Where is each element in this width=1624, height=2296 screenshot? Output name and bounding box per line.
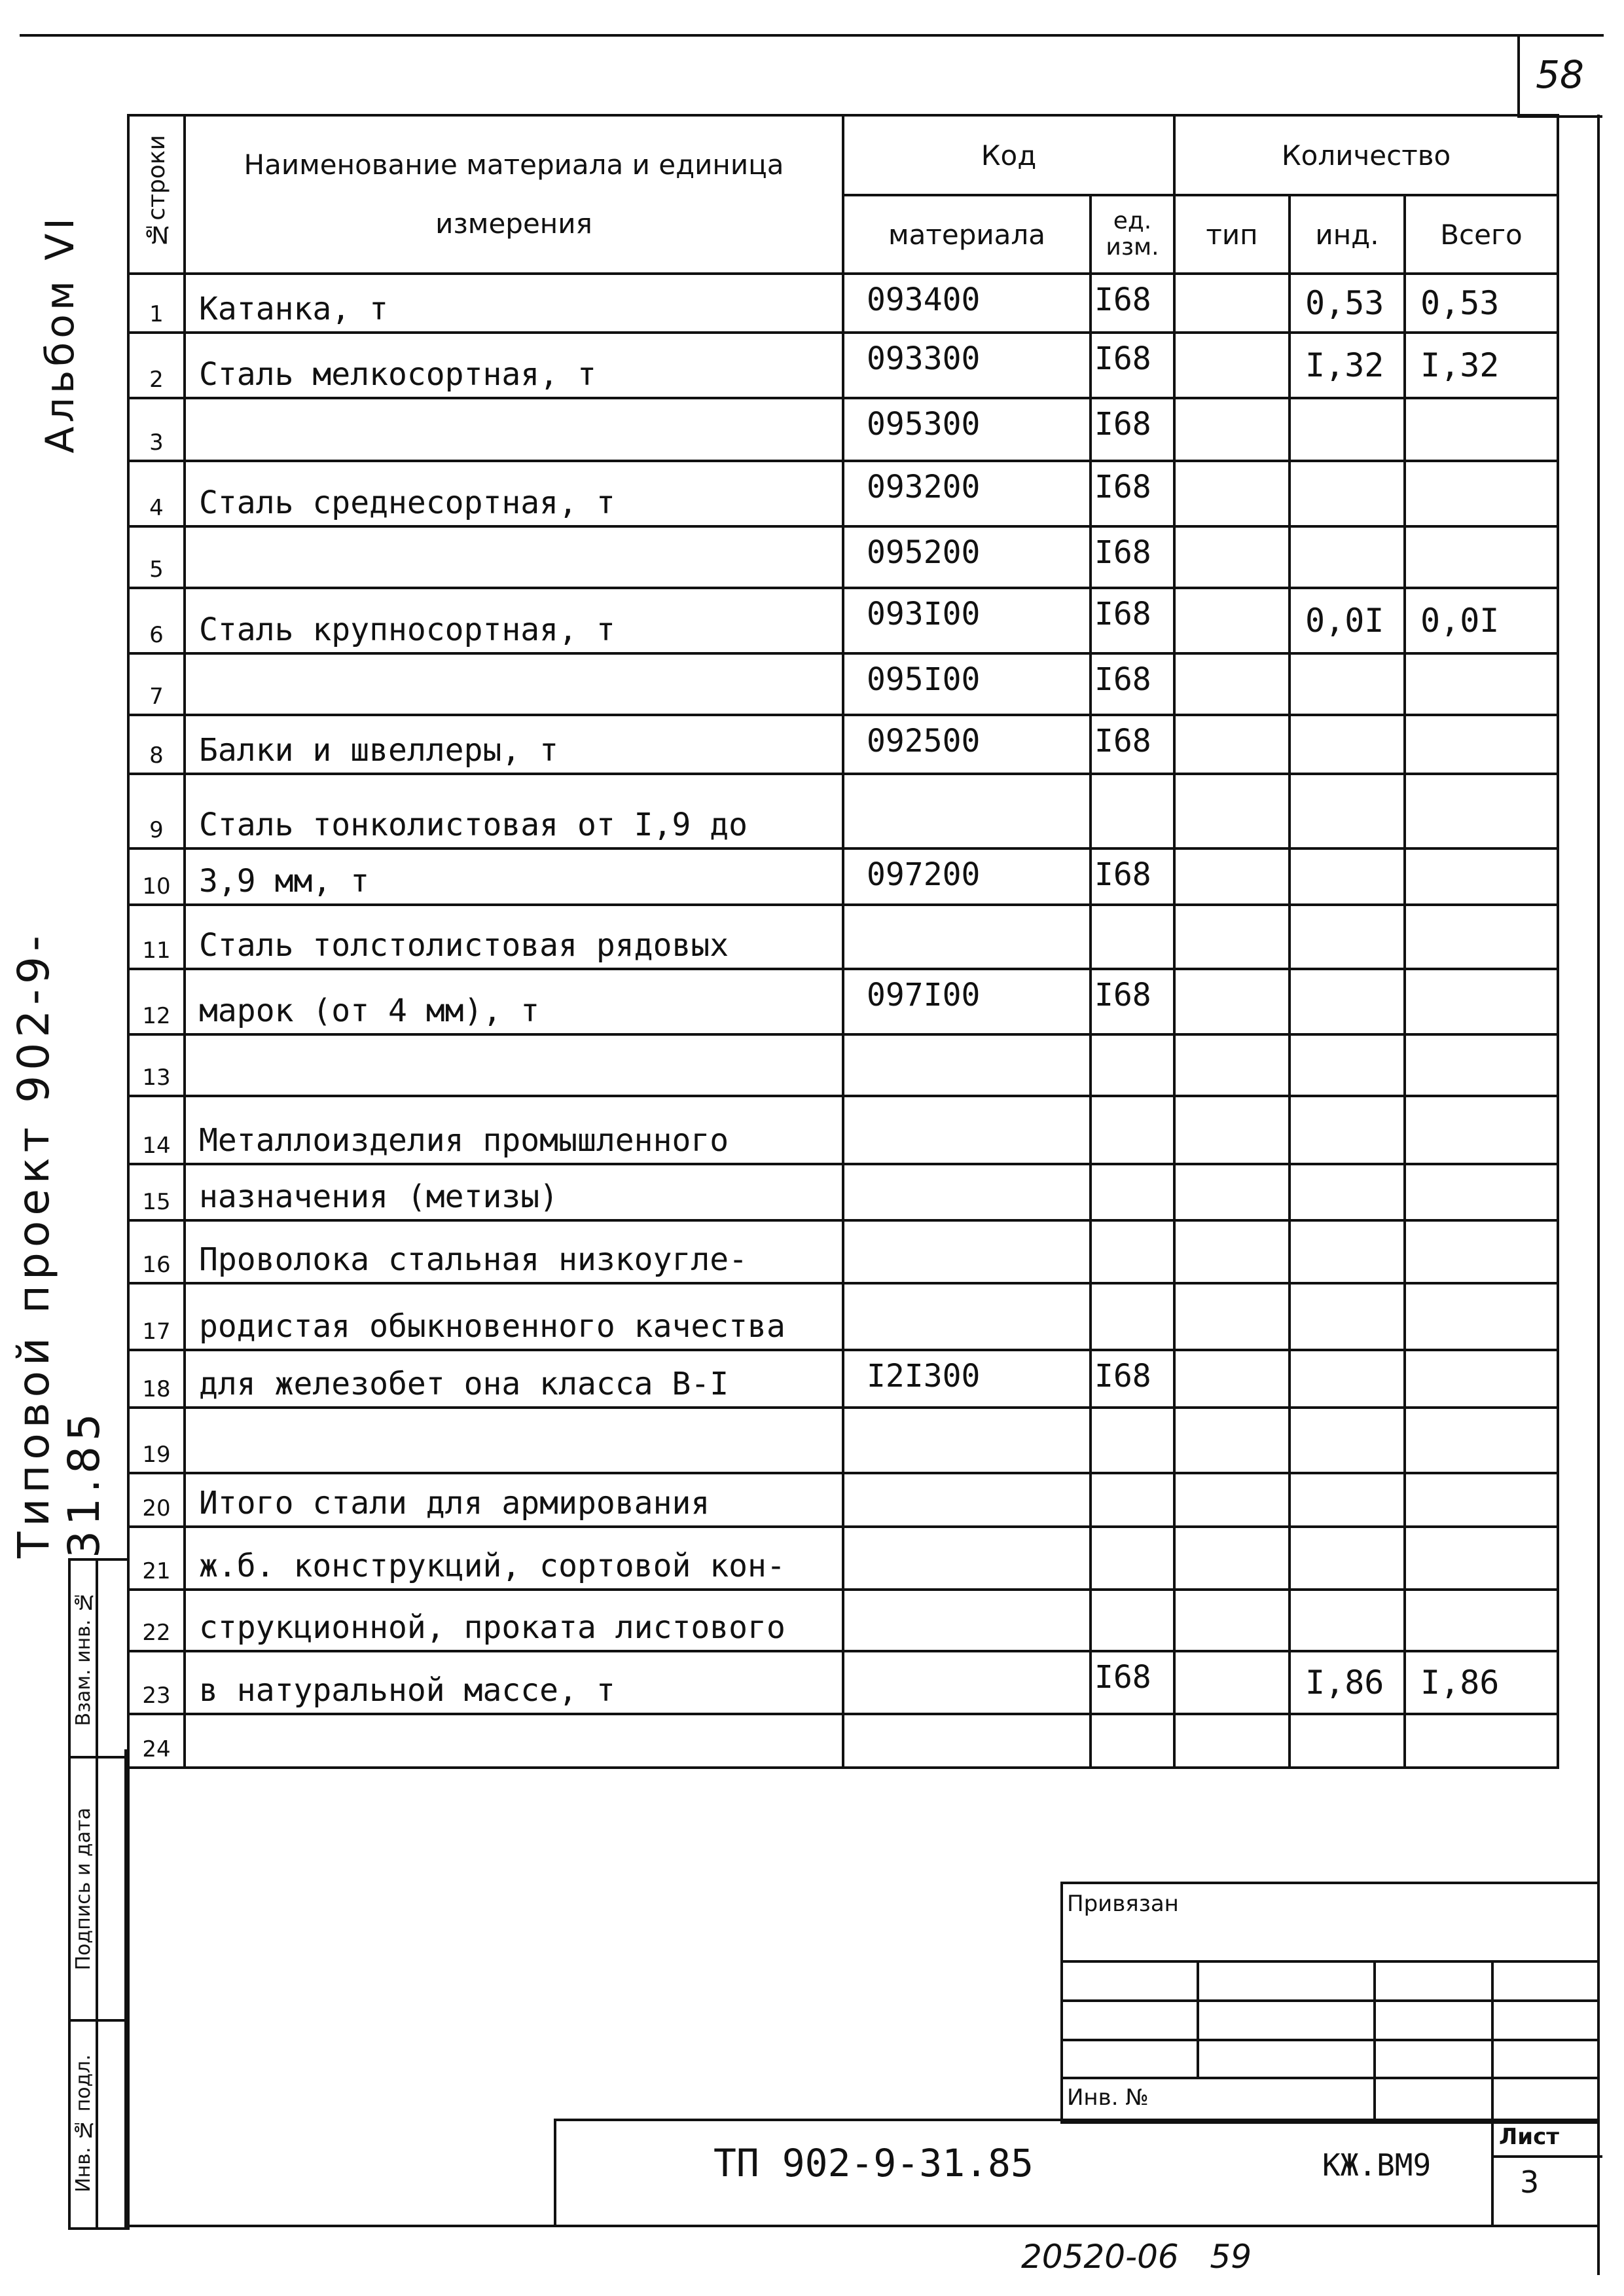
- unit-code-cell: I68: [1091, 588, 1174, 653]
- qty-type-cell: [1174, 1164, 1290, 1220]
- material-code-cell: [843, 905, 1091, 969]
- material-code-cell: 095300: [843, 398, 1091, 461]
- row-number-cell: 2: [128, 333, 185, 398]
- qty-ind-cell: [1290, 1164, 1405, 1220]
- table-row: [128, 398, 1558, 461]
- qty-type-cell: [1174, 1350, 1290, 1408]
- qty-type-cell: [1174, 1220, 1290, 1283]
- designation: ТП 902-9-31.85: [713, 2141, 1034, 2185]
- table-row: [128, 1096, 1558, 1164]
- table-row: [128, 1164, 1558, 1220]
- material-code-cell: 097I00: [843, 969, 1091, 1034]
- material-code-cell: 092500: [843, 715, 1091, 774]
- material-name-cell: [185, 1408, 843, 1473]
- qty-ind-cell: 0,0I: [1290, 588, 1405, 653]
- qty-total-cell: [1405, 1527, 1558, 1590]
- header-code-unit: ед. изм.: [1091, 195, 1174, 274]
- table-row: [128, 1527, 1558, 1590]
- material-code-cell: I2I300: [843, 1350, 1091, 1408]
- qty-total-cell: [1405, 526, 1558, 588]
- material-name-cell: Сталь мелкосортная, т: [185, 333, 843, 398]
- qty-type-cell: [1174, 715, 1290, 774]
- footer-note: 20520-06 59: [1021, 2238, 1252, 2276]
- table-row: [128, 1473, 1558, 1527]
- table-row: [128, 526, 1558, 588]
- qty-total-cell: [1405, 1096, 1558, 1164]
- table-row: [128, 1034, 1558, 1096]
- table-row: [128, 274, 1558, 333]
- qty-type-cell: [1174, 1473, 1290, 1527]
- qty-type-cell: [1174, 1408, 1290, 1473]
- material-code-cell: [843, 1651, 1091, 1714]
- row-number-cell: 8: [128, 715, 185, 774]
- page-number: 58: [1536, 52, 1584, 97]
- material-code-cell: 097200: [843, 848, 1091, 905]
- qty-total-cell: [1405, 715, 1558, 774]
- row-number-cell: 5: [128, 526, 185, 588]
- sheet-box: [1491, 2121, 1602, 2227]
- row-number-cell: 24: [128, 1714, 185, 1768]
- header-qty-type: тип: [1174, 195, 1290, 274]
- side-text-project: Типовой проект 902-9-31.85: [9, 930, 109, 1558]
- qty-ind-cell: [1290, 1527, 1405, 1590]
- qty-ind-cell: [1290, 848, 1405, 905]
- unit-code-cell: [1091, 1527, 1174, 1590]
- material-name-cell: [185, 1034, 843, 1096]
- material-code-cell: [843, 1034, 1091, 1096]
- header-qty-ind: инд.: [1290, 195, 1405, 274]
- unit-code-cell: I68: [1091, 398, 1174, 461]
- header-row-no: №строки: [128, 115, 185, 274]
- row-number-cell: 1: [128, 274, 185, 333]
- material-code-cell: 095200: [843, 526, 1091, 588]
- table-row: [128, 848, 1558, 905]
- unit-code-cell: [1091, 1034, 1174, 1096]
- header-name: Наименование материала и единица измерения: [185, 115, 843, 274]
- material-code-cell: 093I00: [843, 588, 1091, 653]
- row-number-cell: 20: [128, 1473, 185, 1527]
- row-number-cell: 3: [128, 398, 185, 461]
- material-name-cell: Катанка, т: [185, 274, 843, 333]
- material-name-cell: [185, 653, 843, 715]
- qty-ind-cell: [1290, 969, 1405, 1034]
- qty-ind-cell: [1290, 905, 1405, 969]
- doc-code: КЖ.ВМ9: [1322, 2147, 1432, 2183]
- qty-ind-cell: [1290, 461, 1405, 526]
- material-code-cell: [843, 1473, 1091, 1527]
- row-number-cell: 9: [128, 774, 185, 848]
- row-number-cell: 11: [128, 905, 185, 969]
- qty-type-cell: [1174, 526, 1290, 588]
- qty-ind-cell: [1290, 1034, 1405, 1096]
- material-name-cell: 3,9 мм, т: [185, 848, 843, 905]
- row-number-cell: 10: [128, 848, 185, 905]
- material-name-cell: Сталь толстолистовая рядовых: [185, 905, 843, 969]
- row-number-cell: 19: [128, 1408, 185, 1473]
- qty-total-cell: [1405, 1283, 1558, 1350]
- qty-ind-cell: [1290, 1408, 1405, 1473]
- qty-ind-cell: [1290, 715, 1405, 774]
- qty-type-cell: [1174, 848, 1290, 905]
- table-body: [128, 274, 1558, 1768]
- material-code-cell: 093400: [843, 274, 1091, 333]
- qty-total-cell: [1405, 653, 1558, 715]
- qty-ind-cell: I,32: [1290, 333, 1405, 398]
- qty-type-cell: [1174, 774, 1290, 848]
- row-number-cell: 12: [128, 969, 185, 1034]
- qty-total-cell: [1405, 1408, 1558, 1473]
- header-code-group: Код: [843, 115, 1174, 195]
- material-code-cell: 093300: [843, 333, 1091, 398]
- qty-type-cell: [1174, 1527, 1290, 1590]
- qty-type-cell: [1174, 905, 1290, 969]
- stamp-vzam: Взам. инв. №: [71, 1590, 95, 1726]
- inv-no-label: Инв. №: [1067, 2085, 1149, 2111]
- material-code-cell: [843, 1164, 1091, 1220]
- material-code-cell: [843, 1283, 1091, 1350]
- unit-code-cell: I68: [1091, 848, 1174, 905]
- material-name-cell: Проволока стальная низкоугле-: [185, 1220, 843, 1283]
- table-row: [128, 1590, 1558, 1651]
- row-number-cell: 17: [128, 1283, 185, 1350]
- qty-type-cell: [1174, 274, 1290, 333]
- row-number-cell: 7: [128, 653, 185, 715]
- sheet-number: 3: [1520, 2164, 1540, 2200]
- qty-type-cell: [1174, 653, 1290, 715]
- qty-type-cell: [1174, 1096, 1290, 1164]
- unit-code-cell: [1091, 1220, 1174, 1283]
- qty-type-cell: [1174, 1590, 1290, 1651]
- qty-total-cell: [1405, 1164, 1558, 1220]
- material-name-cell: для железобет она класса В-I: [185, 1350, 843, 1408]
- stamp-inv-podl: Инв. № подл.: [71, 2054, 95, 2193]
- material-name-cell: назначения (метизы): [185, 1164, 843, 1220]
- material-name-cell: в натуральной массе, т: [185, 1651, 843, 1714]
- header-qty-total: Всего: [1405, 195, 1558, 274]
- qty-ind-cell: [1290, 774, 1405, 848]
- material-code-cell: [843, 1590, 1091, 1651]
- unit-code-cell: [1091, 774, 1174, 848]
- qty-type-cell: [1174, 1283, 1290, 1350]
- materials-table: [127, 114, 1559, 1769]
- unit-code-cell: I68: [1091, 526, 1174, 588]
- material-code-cell: [843, 774, 1091, 848]
- material-code-cell: [843, 1527, 1091, 1590]
- row-number-cell: 22: [128, 1590, 185, 1651]
- qty-ind-cell: [1290, 1220, 1405, 1283]
- table-row: [128, 1350, 1558, 1408]
- material-name-cell: марок (от 4 мм), т: [185, 969, 843, 1034]
- qty-total-cell: [1405, 1350, 1558, 1408]
- privyazan-label: Привязан: [1067, 1891, 1179, 1917]
- table-row: [128, 653, 1558, 715]
- table-row: [128, 774, 1558, 848]
- material-name-cell: струкционной, проката листового: [185, 1590, 843, 1651]
- unit-code-cell: [1091, 1590, 1174, 1651]
- table-row: [128, 969, 1558, 1034]
- material-name-cell: родистая обыкновенного качества: [185, 1283, 843, 1350]
- unit-code-cell: [1091, 1164, 1174, 1220]
- stamp-podpis: Подпись и дата: [71, 1807, 95, 1971]
- qty-ind-cell: I,86: [1290, 1651, 1405, 1714]
- unit-code-cell: [1091, 1473, 1174, 1527]
- qty-ind-cell: 0,53: [1290, 274, 1405, 333]
- material-name-cell: Итого стали для армирования: [185, 1473, 843, 1527]
- material-name-cell: ж.б. конструкций, сортовой кон-: [185, 1527, 843, 1590]
- material-code-cell: [843, 1408, 1091, 1473]
- side-text-album: Альбом VI: [37, 214, 83, 454]
- qty-ind-cell: [1290, 653, 1405, 715]
- qty-total-cell: [1405, 969, 1558, 1034]
- unit-code-cell: I68: [1091, 461, 1174, 526]
- qty-total-cell: 0,53: [1405, 274, 1558, 333]
- qty-ind-cell: [1290, 1283, 1405, 1350]
- qty-type-cell: [1174, 333, 1290, 398]
- material-name-cell: [185, 526, 843, 588]
- qty-total-cell: [1405, 1034, 1558, 1096]
- table-row: [128, 905, 1558, 969]
- unit-code-cell: I68: [1091, 333, 1174, 398]
- row-number-cell: 18: [128, 1350, 185, 1408]
- row-number-cell: 13: [128, 1034, 185, 1096]
- qty-type-cell: [1174, 969, 1290, 1034]
- table-row: [128, 333, 1558, 398]
- qty-total-cell: 0,0I: [1405, 588, 1558, 653]
- qty-ind-cell: [1290, 526, 1405, 588]
- qty-total-cell: [1405, 461, 1558, 526]
- row-number-cell: 15: [128, 1164, 185, 1220]
- qty-total-cell: [1405, 774, 1558, 848]
- material-name-cell: Сталь среднесортная, т: [185, 461, 843, 526]
- material-code-cell: 095I00: [843, 653, 1091, 715]
- unit-code-cell: I68: [1091, 274, 1174, 333]
- row-number-cell: 4: [128, 461, 185, 526]
- unit-code-cell: I68: [1091, 969, 1174, 1034]
- unit-code-cell: [1091, 1096, 1174, 1164]
- qty-type-cell: [1174, 461, 1290, 526]
- material-code-cell: 093200: [843, 461, 1091, 526]
- qty-type-cell: [1174, 1034, 1290, 1096]
- table-row: [128, 461, 1558, 526]
- row-number-cell: 21: [128, 1527, 185, 1590]
- left-stamp: [68, 1558, 130, 2230]
- title-stamp: [554, 2119, 1600, 2227]
- material-name-cell: [185, 398, 843, 461]
- qty-total-cell: [1405, 398, 1558, 461]
- material-name-cell: Балки и швеллеры, т: [185, 715, 843, 774]
- unit-code-cell: I68: [1091, 715, 1174, 774]
- unit-code-cell: [1091, 1408, 1174, 1473]
- material-code-cell: [843, 1220, 1091, 1283]
- stamp-inner-col: [96, 1561, 98, 2227]
- table-row: [128, 1220, 1558, 1283]
- qty-ind-cell: [1290, 398, 1405, 461]
- privyazan-block: [1060, 1882, 1600, 2124]
- qty-total-cell: I,32: [1405, 333, 1558, 398]
- material-name-cell: Металлоизделия промышленного: [185, 1096, 843, 1164]
- row-number-cell: 16: [128, 1220, 185, 1283]
- unit-code-cell: [1091, 1283, 1174, 1350]
- qty-total-cell: [1405, 848, 1558, 905]
- qty-total-cell: I,86: [1405, 1651, 1558, 1714]
- qty-ind-cell: [1290, 1350, 1405, 1408]
- qty-total-cell: [1405, 905, 1558, 969]
- qty-ind-cell: [1290, 1473, 1405, 1527]
- table-row: [128, 715, 1558, 774]
- sheet-label: Лист: [1499, 2124, 1559, 2150]
- table-row: [128, 1651, 1558, 1714]
- material-name-cell: Сталь тонколистовая от I,9 до: [185, 774, 843, 848]
- qty-total-cell: [1405, 1220, 1558, 1283]
- qty-ind-cell: [1290, 1096, 1405, 1164]
- qty-ind-cell: [1290, 1590, 1405, 1651]
- unit-code-cell: [1091, 905, 1174, 969]
- table-row: [128, 588, 1558, 653]
- unit-code-cell: I68: [1091, 653, 1174, 715]
- material-name-cell: Сталь крупносортная, т: [185, 588, 843, 653]
- header-qty-group: Количество: [1174, 115, 1558, 195]
- table-row: [128, 1408, 1558, 1473]
- qty-type-cell: [1174, 1651, 1290, 1714]
- header-code-material: материала: [843, 195, 1091, 274]
- table-row: [128, 1283, 1558, 1350]
- unit-code-cell: I68: [1091, 1350, 1174, 1408]
- qty-total-cell: [1405, 1590, 1558, 1651]
- unit-code-cell: I68: [1091, 1651, 1174, 1714]
- qty-type-cell: [1174, 398, 1290, 461]
- row-number-cell: 6: [128, 588, 185, 653]
- top-border-line: [20, 34, 1604, 37]
- material-code-cell: [843, 1096, 1091, 1164]
- qty-total-cell: [1405, 1473, 1558, 1527]
- row-number-cell: 23: [128, 1651, 185, 1714]
- qty-type-cell: [1174, 588, 1290, 653]
- row-number-cell: 14: [128, 1096, 185, 1164]
